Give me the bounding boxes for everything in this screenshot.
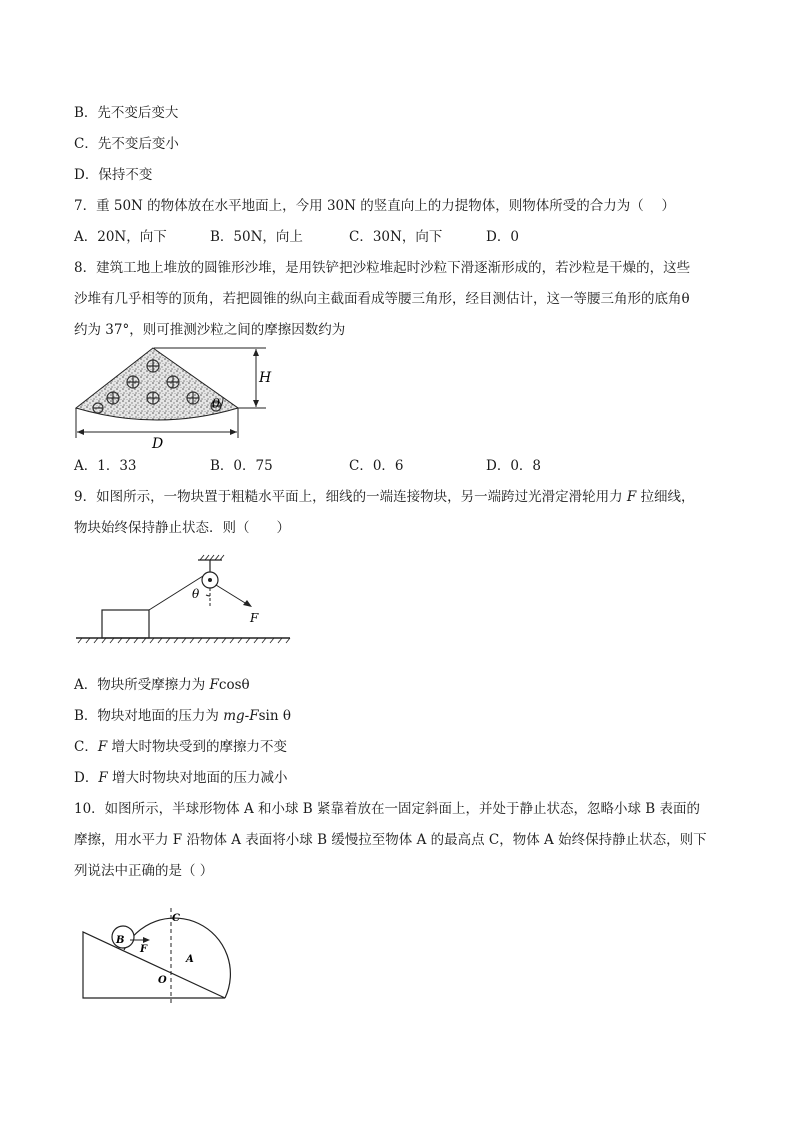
label-f: F <box>250 611 259 625</box>
label-a: A <box>186 954 194 965</box>
pulley-figure <box>72 552 302 652</box>
q9-stem-pre: 9．如图所示，一物块置于粗糙水平面上，细线的一端连接物块，另一端跨过光滑定滑轮用力 <box>74 489 627 505</box>
q9-option-a-post: cosθ <box>218 677 250 693</box>
label-h: H <box>259 370 272 386</box>
q8-stem-line2: 沙堆有几乎相等的顶角，若把圆锥的纵向主截面看成等腰三角形，经目测估计，这一等腰三角形的底角θ <box>74 291 690 307</box>
q9-option-b-post: sin θ <box>258 708 291 724</box>
label-c: C <box>172 913 180 924</box>
h-arrow-down <box>253 400 259 407</box>
d-arrow-left <box>77 429 84 435</box>
hemisphere-incline-figure <box>78 904 238 1004</box>
q9-stem-line1 <box>74 488 695 506</box>
q7-option-a: A．20N，向下 <box>74 229 167 245</box>
sand-pile-figure <box>68 340 288 452</box>
q8-option-c: C．0．6 <box>349 458 404 474</box>
label-f: F <box>140 944 148 955</box>
q9-option-a-expr: F <box>209 677 219 693</box>
ceiling-hatch <box>200 555 224 560</box>
label-d: D <box>152 436 164 452</box>
q9-option-d-post: 增大时物块对地面的压力减小 <box>107 770 288 786</box>
q9-option-d <box>74 769 288 787</box>
q6-option-d: D．保持不变 <box>74 167 153 183</box>
q9-stem-var: F <box>626 489 637 505</box>
q9-option-b-expr: mg-F <box>223 708 259 724</box>
q7-stem: 7．重 50N 的物体放在水平地面上，今用 30N 的竖直向上的力提物体，则物体所受的合力为（ ） <box>74 198 676 214</box>
theta-arc <box>206 595 210 596</box>
q9-option-a-pre: A．物块所受摩擦力为 <box>74 677 210 693</box>
q10-stem-line1: 10．如图所示，半球形物体 A 和小球 B 紧靠着放在一固定斜面上，并处于静止状态，忽略小球 B 表面的 <box>74 801 701 817</box>
q8-option-d: D．0．8 <box>486 458 542 474</box>
h-arrow-up <box>253 349 259 356</box>
pulley-axle <box>208 578 212 582</box>
force-arrowhead <box>243 600 252 607</box>
q7-option-c: C．30N，向下 <box>349 229 443 245</box>
q9-option-d-pre: D． <box>74 770 99 786</box>
q9-option-b <box>74 707 291 725</box>
q8-stem-line1: 8．建筑工地上堆放的圆锥形沙堆，是用铁铲把沙粒堆起时沙粒下滑逐渐形成的，若沙粒是干燥的，这些 <box>74 260 691 276</box>
label-theta: θ <box>192 587 200 601</box>
q9-option-c-post: 增大时物块受到的摩擦力不变 <box>107 739 288 755</box>
q6-option-c: C．先不变后变小 <box>74 136 179 152</box>
force-f-arrowhead <box>143 937 150 943</box>
incline <box>83 932 225 998</box>
q7-option-b: B．50N，向上 <box>210 229 303 245</box>
q9-option-c-pre: C． <box>74 739 98 755</box>
label-b: B <box>116 935 125 946</box>
q9-option-c-var: F <box>97 739 108 755</box>
q8-stem-line3: 约为 37°，则可推测沙粒之间的摩擦因数约为 <box>74 322 346 338</box>
q9-option-c <box>74 738 287 756</box>
q9-option-d-var: F <box>98 770 108 786</box>
ground-hatch <box>78 638 290 643</box>
q9-stem-post: 拉细线， <box>636 489 695 505</box>
q10-stem-line2: 摩擦，用水平力 F 沿物体 A 表面将小球 B 缓慢拉至物体 A 的最高点 C，物体 A 始终保持静止状态，则下 <box>74 832 707 848</box>
q9-stem-line2: 物块始终保持静止状态．则（ ） <box>74 520 290 536</box>
q7-option-d: D．0 <box>486 229 519 245</box>
label-theta: θ <box>212 397 220 412</box>
block <box>102 610 149 638</box>
q6-option-b: B．先不变后变大 <box>74 105 179 121</box>
label-o: O <box>158 975 167 986</box>
d-arrow-right <box>230 429 237 435</box>
q9-option-b-pre: B．物块对地面的压力为 <box>74 708 224 724</box>
q9-option-a <box>74 676 250 694</box>
q8-option-b: B．0．75 <box>210 458 273 474</box>
q8-option-a: A．1．33 <box>74 458 137 474</box>
q10-stem-line3: 列说法中正确的是（ ） <box>74 863 214 879</box>
